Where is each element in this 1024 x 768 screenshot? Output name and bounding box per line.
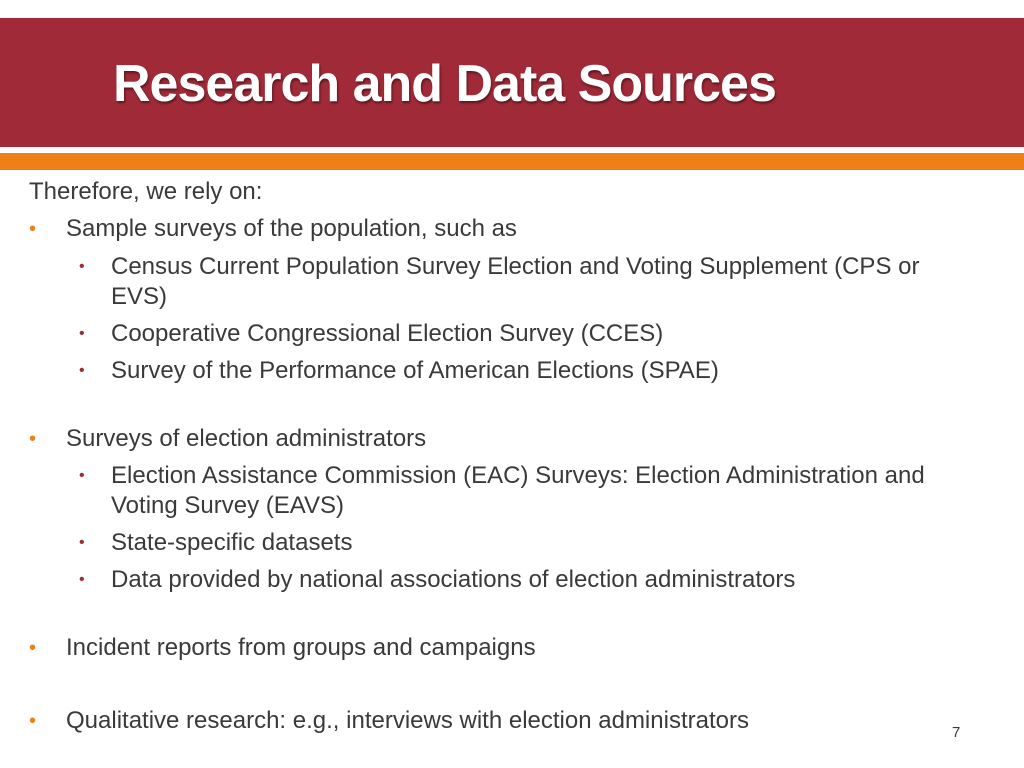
sub-item-cps: Census Current Population Survey Election and Voting Supplement (CPS or <box>111 253 920 280</box>
sub-bullet-icon: • <box>79 362 85 379</box>
intro-text: Therefore, we rely on: <box>29 178 263 205</box>
sub-item-eac-cont: Voting Survey (EAVS) <box>111 492 344 519</box>
sub-item-spae: Survey of the Performance of American Elections (SPAE) <box>111 357 719 384</box>
sub-item-national-associations: Data provided by national associations of election administrators <box>111 566 796 593</box>
bullet-icon: • <box>29 710 37 732</box>
sub-bullet-icon: • <box>79 258 85 275</box>
sub-item-cps-cont: EVS) <box>111 283 168 310</box>
sub-bullet-icon: • <box>79 571 85 588</box>
sub-bullet-icon: • <box>79 467 85 484</box>
bullet-item-admin-surveys: Surveys of election administrators <box>66 425 427 452</box>
bullet-item-incident-reports: Incident reports from groups and campaigns <box>66 634 536 661</box>
sub-item-cces: Cooperative Congressional Election Survey (CCES) <box>111 320 664 347</box>
bullet-item-qualitative-research: Qualitative research: e.g., interviews with election administrators <box>66 707 749 734</box>
sub-bullet-icon: • <box>79 325 85 342</box>
sub-item-state-datasets: State-specific datasets <box>111 529 353 556</box>
sub-bullet-icon: • <box>79 534 85 551</box>
bullet-icon: • <box>29 218 37 240</box>
sub-item-eac: Election Assistance Commission (EAC) Surveys: Election Administration and <box>111 462 925 489</box>
bullet-item-population-surveys: Sample surveys of the population, such as <box>66 215 517 242</box>
bullet-icon: • <box>29 428 37 450</box>
page-number: 7 <box>952 724 961 741</box>
slide-title: Research and Data Sources <box>113 55 776 113</box>
bullet-icon: • <box>29 637 37 659</box>
